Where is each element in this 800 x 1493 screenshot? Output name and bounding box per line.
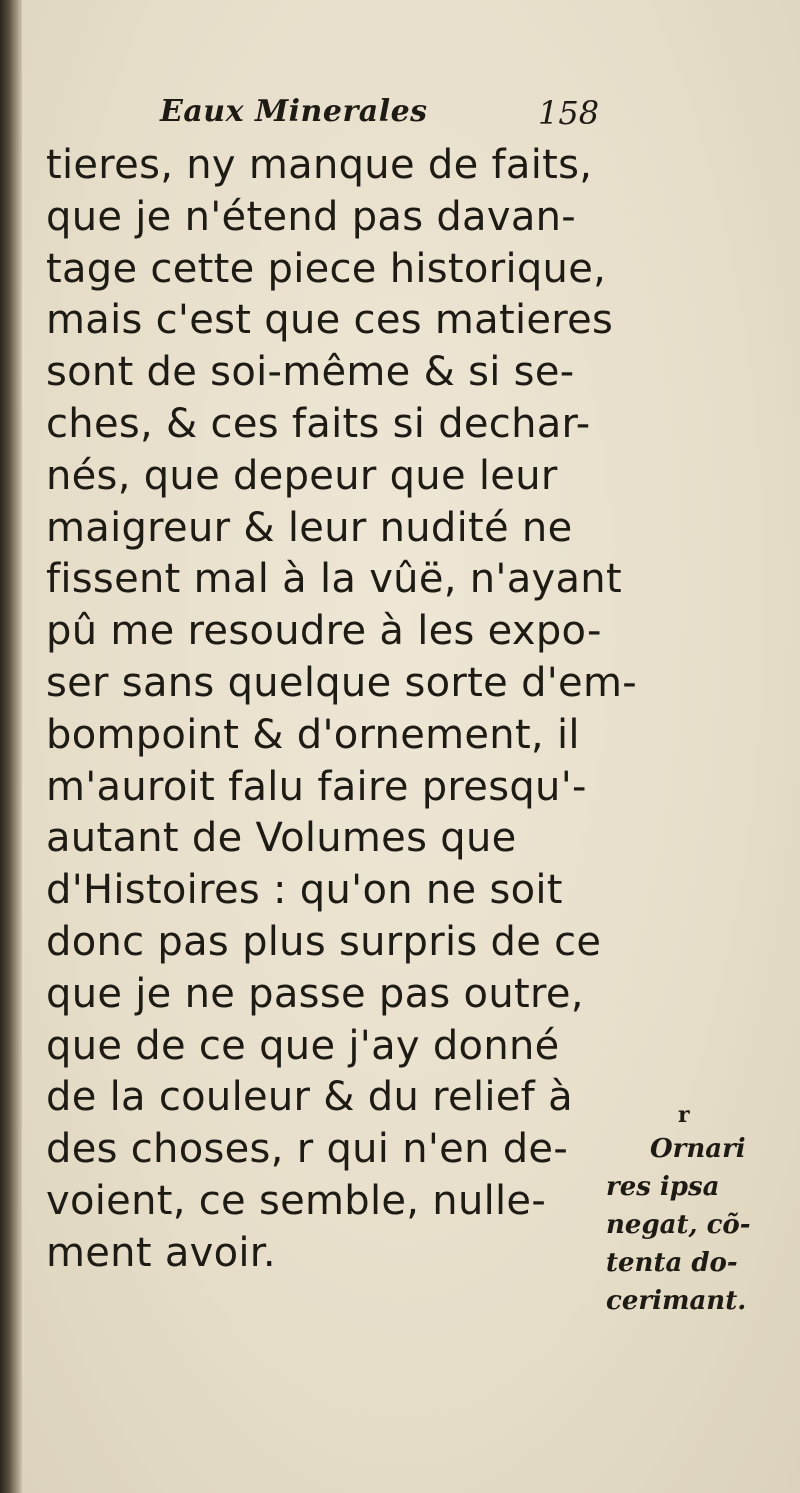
text-line: nés, que depeur que leur <box>46 452 558 499</box>
text-line: sont de soi-même & si se- <box>46 349 575 396</box>
text-line: que de ce que j'ay donné <box>46 1022 560 1069</box>
marginal-note <box>600 1100 796 1320</box>
marginal-line: cerimant. <box>606 1286 747 1316</box>
marginal-line: negat, cõ- <box>606 1210 751 1240</box>
running-title: Eaux Minerales <box>160 94 428 129</box>
page-header <box>0 88 640 138</box>
text-line: m'auroit falu faire presqu'- <box>46 763 587 810</box>
text-line: pû me resoudre à les expo- <box>46 608 602 655</box>
text-line: mais c'est que ces matieres <box>46 297 614 344</box>
text-line: maigreur & leur nudité ne <box>46 504 573 551</box>
text-line: d'Histoires : qu'on ne soit <box>46 867 563 914</box>
text-line: autant de Volumes que <box>46 815 517 862</box>
text-line: tieres, ny manque de faits, <box>46 142 593 188</box>
text-line: ches, & ces faits si dechar- <box>46 400 591 447</box>
text-line: des choses, r qui n'en de- <box>46 1126 569 1173</box>
marginal-line: Ornari <box>650 1134 746 1164</box>
text-line: voient, ce semble, nulle- <box>46 1177 547 1224</box>
text-line: ment avoir. <box>46 1229 276 1276</box>
marginal-line: tenta do- <box>606 1248 738 1278</box>
text-line: que je n'étend pas davan- <box>46 193 577 240</box>
body-text <box>46 140 637 1280</box>
text-line: bompoint & d'ornement, il <box>46 711 580 758</box>
text-line: que je ne passe pas outre, <box>46 970 584 1017</box>
text-line: tage cette piece historique, <box>46 245 607 292</box>
book-gutter <box>0 0 22 1493</box>
text-line: donc pas plus surpris de ce <box>46 918 602 965</box>
text-line: ser sans quelque sorte d'em- <box>46 659 637 706</box>
text-line: fissent mal à la vûë, n'ayant <box>46 556 622 603</box>
page-number: 158 <box>538 94 600 132</box>
marginal-line: res ipsa <box>606 1172 720 1202</box>
text-line: de la couleur & du relief à <box>46 1074 573 1121</box>
note-marker: r <box>678 1102 690 1128</box>
